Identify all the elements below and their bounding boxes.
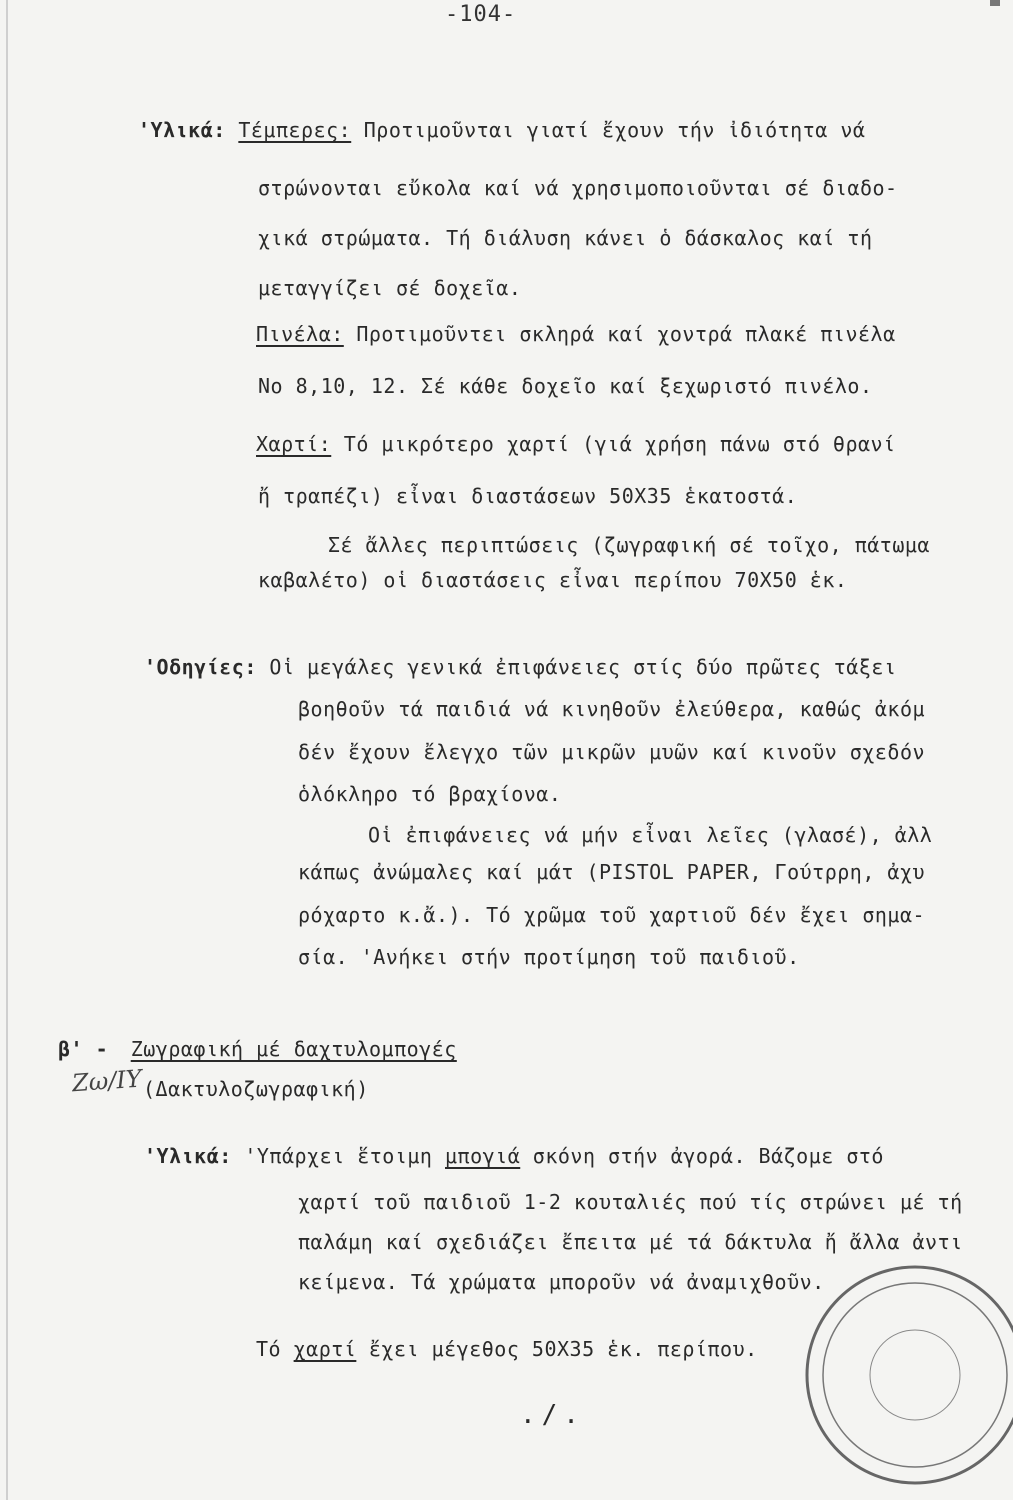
- paper-size-line: [256, 1337, 758, 1361]
- paper-label: Χαρτί:: [256, 432, 332, 456]
- page-number: -104-: [445, 2, 517, 27]
- instructions-line: [144, 655, 896, 679]
- text-part: ἔχει μέγεθος 50Χ35 ἑκ. περίπου.: [356, 1337, 758, 1361]
- text-line: χαρτί τοῦ παιδιοῦ 1-2 κουταλιές πού τίς στρώνει μέ τή: [298, 1190, 963, 1214]
- tempera-text: Προτιμοῦνται γιατί ἔχουν τήν ἰδιότητα νά: [363, 118, 866, 142]
- text-line: σία. 'Ανήκει στήν προτίμηση τοῦ παιδιοῦ.: [298, 945, 800, 969]
- text-line: μεταγγίζει σέ δοχεῖα.: [258, 276, 522, 300]
- instructions-text: Οἱ μεγάλες γενικά ἐπιφάνειες στίς δύο πρῶτες τάξει: [269, 655, 897, 679]
- paper-text: Τό μικρότερο χαρτί (γιά χρήση πάνω στό θρανί: [343, 432, 896, 456]
- scan-edge: [6, 0, 8, 1500]
- continuation-mark: ./.: [520, 1400, 585, 1430]
- text-line: κάπως ἀνώμαλες καί μάτ (PISTOL PAPER, Γούτρρη, ἀχυ: [298, 860, 926, 884]
- materials-label: 'Υλικά:: [144, 1144, 232, 1168]
- brush-label: Πινέλα:: [256, 322, 344, 346]
- text-line: βοηθοῦν τά παιδιά νά κινηθοῦν ἐλεύθερα, καθώς ἀκόμ: [298, 697, 926, 721]
- text-line: δέν ἔχουν ἔλεγχο τῶν μικρῶν μυῶν καί κινοῦν σχεδόν: [298, 740, 926, 764]
- text-line: χικά στρώματα. Τή διάλυση κάνει ὁ δάσκαλος καί τή: [258, 226, 873, 250]
- section-title: Ζωγραφική μέ δαχτυλομπογές: [130, 1037, 457, 1061]
- paint-word: μπογιά: [445, 1144, 521, 1168]
- paper-word: χαρτί: [293, 1337, 357, 1361]
- text-line: Οἱ ἐπιφάνειες νά μήν εἶναι λεῖες (γλασέ), ἀλλ: [368, 823, 933, 847]
- handwritten-note: Ζω/ΙΥ: [71, 1064, 143, 1098]
- tempera-label: Τέμπερες:: [238, 118, 352, 142]
- scan-mark: [990, 0, 1000, 6]
- text-line: Σέ ἄλλες περιπτώσεις (ζωγραφική σέ τοῖχο, πάτωμα: [328, 533, 930, 557]
- section-prefix: β' -: [58, 1037, 109, 1061]
- instructions-label: 'Οδηγίες:: [144, 655, 257, 679]
- text-line: κείμενα. Τά χρώματα μποροῦν νά ἀναμιχθοῦν.: [298, 1270, 825, 1294]
- section-heading: [58, 1037, 457, 1061]
- section-subtitle: (Δακτυλοζωγραφική): [143, 1077, 369, 1101]
- stamp-seal: [800, 1260, 1013, 1490]
- paper-line: [256, 432, 896, 456]
- brush-text: Προτιμοῦντει σκληρά καί χοντρά πλακέ πινέλα: [356, 322, 896, 346]
- text-line: παλάμη καί σχεδιάζει ἔπειτα μέ τά δάκτυλα ἤ ἄλλα ἀντι: [298, 1230, 963, 1254]
- materials-line-1: [138, 118, 865, 142]
- text-line: ἤ τραπέζι) εἶναι διαστάσεων 50Χ35 ἑκατοστά.: [258, 484, 798, 508]
- materials-label: 'Υλικά:: [138, 118, 226, 142]
- text-line: στρώνονται εὔκολα καί νά χρησιμοποιοῦνται σέ διαδο-: [258, 176, 898, 200]
- text-line: Νο 8,10, 12. Σέ κάθε δοχεῖο καί ξεχωριστό πινέλο.: [258, 374, 873, 398]
- text-line: ρόχαρτο κ.ἄ.). Τό χρῶμα τοῦ χαρτιοῦ δέν ἔχει σημα-: [298, 903, 926, 927]
- text-part: σκόνη στήν ἀγορά. Βάζομε στό: [520, 1144, 884, 1168]
- text-part: 'Υπάρχει ἕτοιμη: [244, 1144, 445, 1168]
- text-line: ὁλόκληρο τό βραχίονα.: [298, 782, 562, 806]
- brush-line: [256, 322, 896, 346]
- text-part: Τό: [256, 1337, 294, 1361]
- text-line: καβαλέτο) οἱ διαστάσεις εἶναι περίπου 70Χ50 ἑκ.: [258, 568, 848, 592]
- materials-line-2: [144, 1144, 884, 1168]
